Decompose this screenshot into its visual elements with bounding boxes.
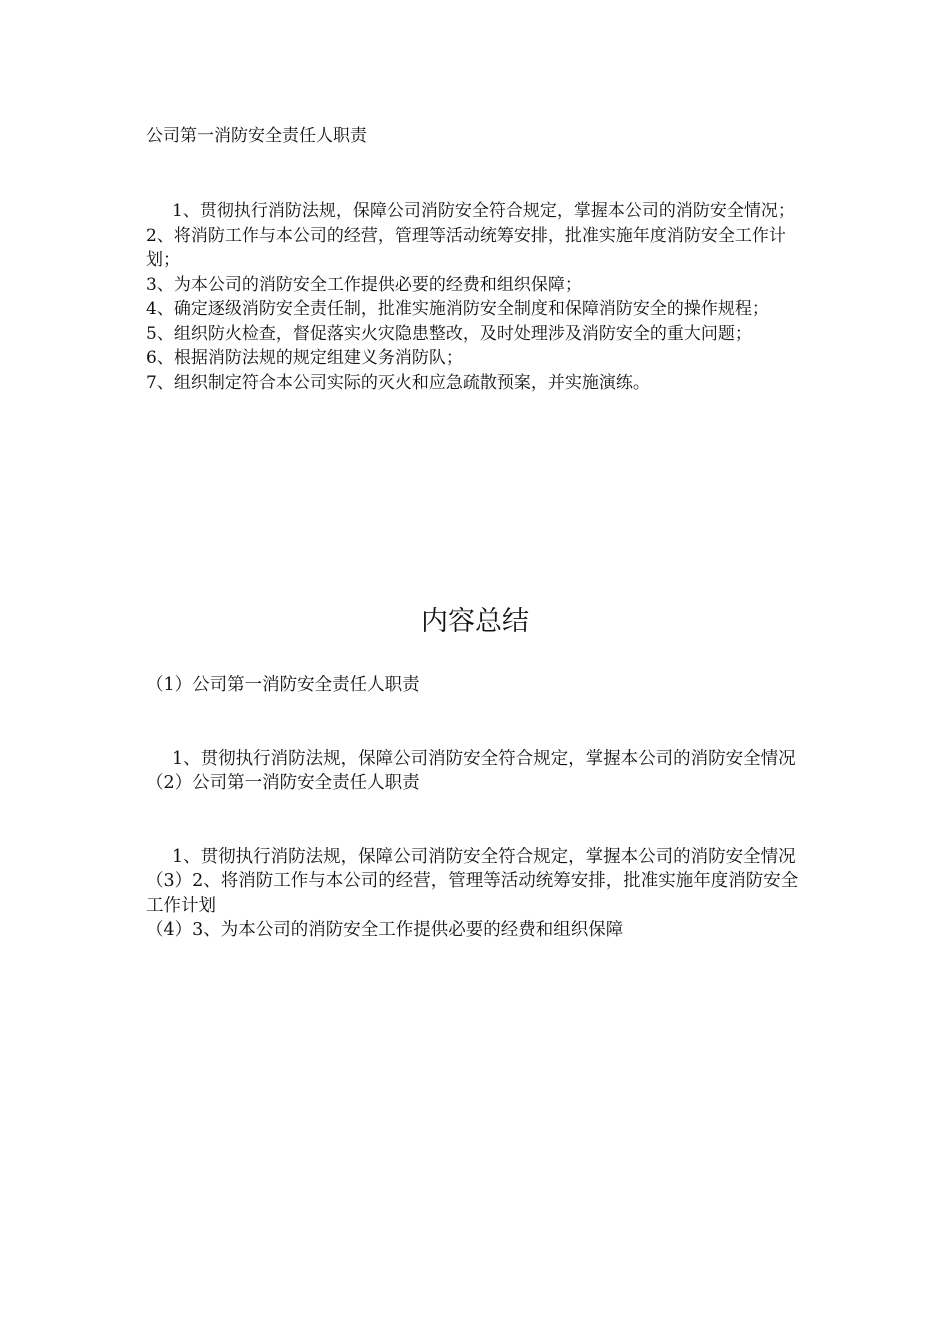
duty-item-2: 2、将消防工作与本公司的经营，管理等活动统筹安排，批准实施年度消防安全工作计划； (146, 225, 786, 270)
duty-item-7: 7、组织制定符合本公司实际的灭火和应急疏散预案，并实施演练。 (146, 372, 650, 393)
spacer (146, 796, 806, 845)
duty-item-1: 1、贯彻执行消防法规，保障公司消防安全符合规定，掌握本公司的消防安全情况； (172, 201, 795, 221)
summary-item-4: （4）3、为本公司的消防安全工作提供必要的经费和组织保障 (146, 920, 624, 940)
summary-item-2-label: （2）公司第一消防安全责任人职责 (146, 773, 420, 793)
summary-item-1-label: （1）公司第一消防安全责任人职责 (146, 675, 420, 695)
duty-list (146, 199, 796, 395)
document-title: 公司第一消防安全责任人职责 (146, 126, 367, 146)
duty-item-5: 5、组织防火检查，督促落实火灾隐患整改，及时处理涉及消防安全的重大问题； (146, 323, 752, 344)
summary-heading: 内容总结 (421, 606, 529, 637)
spacer (146, 698, 806, 747)
duty-item-6: 6、根据消防法规的规定组建义务消防队； (146, 348, 463, 368)
summary-item-1-text: 1、贯彻执行消防法规，保障公司消防安全符合规定，掌握本公司的消防安全情况 (172, 748, 796, 769)
summary-item-2-text: 1、贯彻执行消防法规，保障公司消防安全符合规定，掌握本公司的消防安全情况 (172, 846, 796, 867)
duty-item-3: 3、为本公司的消防安全工作提供必要的经费和组织保障； (146, 274, 582, 295)
summary-item-3: （3）2、将消防工作与本公司的经营，管理等活动统筹安排，批准实施年度消防安全工作计划 (146, 871, 799, 916)
summary-section (146, 673, 806, 943)
duty-item-4: 4、确定逐级消防安全责任制，批准实施消防安全制度和保障消防安全的操作规程； (146, 299, 769, 319)
